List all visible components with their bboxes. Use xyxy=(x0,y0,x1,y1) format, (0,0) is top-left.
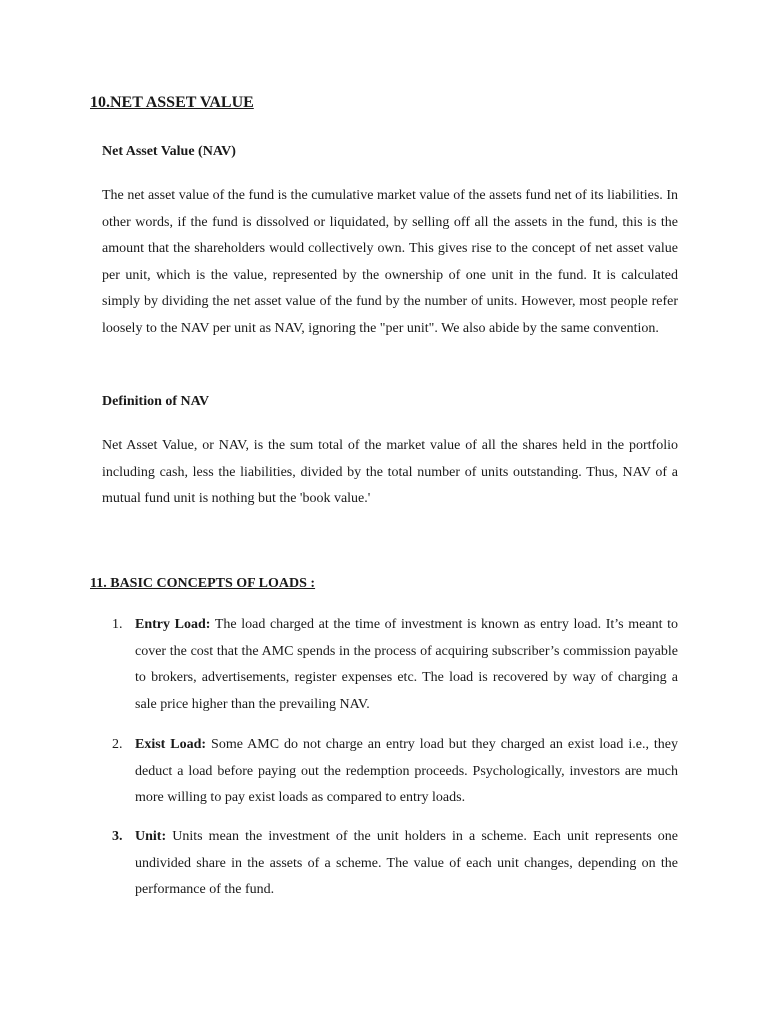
list-item-body xyxy=(135,612,678,718)
section-heading-nav: 10.NET ASSET VALUE xyxy=(90,94,254,111)
term-description: The load charged at the time of investment is known as entry load. It’s meant to cover the cost that the AMC spends in the process of acquiring subscriber’s commission payable to brokers, advertisements, register expenses etc. The load is recovered by way of charging a sale price higher than the prevailing NAV. xyxy=(135,617,678,712)
list-number: 1. xyxy=(112,617,123,632)
list-item-unit xyxy=(112,824,678,904)
section-heading-loads: 11. BASIC CONCEPTS OF LOADS : xyxy=(90,576,316,591)
list-number: 2. xyxy=(112,737,123,752)
term-description: Some AMC do not charge an entry load but they charged an exist load i.e., they deduct a load before paying out the redemption proceeds. Psychologically, investors are much more willing to pay exist loads as compared to entry loads. xyxy=(135,737,679,806)
term-label: Entry Load: xyxy=(135,617,211,632)
paragraph-nav-definition: Net Asset Value, or NAV, is the sum total of the market value of all the shares held in the portfolio including cash, less the liabilities, divided by the total number of units outstanding. Thus, NAV of a mutual fund unit is nothing but the 'book value.' xyxy=(102,438,678,507)
subsection-title-definition: Definition of NAV xyxy=(102,394,210,409)
list-number: 3. xyxy=(112,829,123,844)
subsection-title-nav: Net Asset Value (NAV) xyxy=(102,144,236,159)
list-item-entry-load xyxy=(112,612,678,718)
term-description: Units mean the investment of the unit holders in a scheme. Each unit represents one undivided share in the assets of a scheme. The value of each unit changes, depending on the performance of the fund. xyxy=(135,829,678,898)
term-label: Unit: xyxy=(135,829,167,844)
list-item-body xyxy=(135,732,678,812)
paragraph-nav-description: The net asset value of the fund is the cumulative market value of the assets fund net of its liabilities. In other words, if the fund is dissolved or liquidated, by selling off all the assets in the fund, this is the amount that the shareholders would collectively own. This gives rise to the concept of net asset value per unit, which is the value, represented by the ownership of one unit in the fund. It is calculated simply by dividing the net asset value of the fund by the number of units. However, most people refer loosely to the NAV per unit as NAV, ignoring the "per unit". We also abide by the same convention. xyxy=(102,188,678,336)
list-item-exist-load xyxy=(112,732,678,812)
term-label: Exist Load: xyxy=(135,737,207,752)
list-item-body xyxy=(135,824,678,904)
